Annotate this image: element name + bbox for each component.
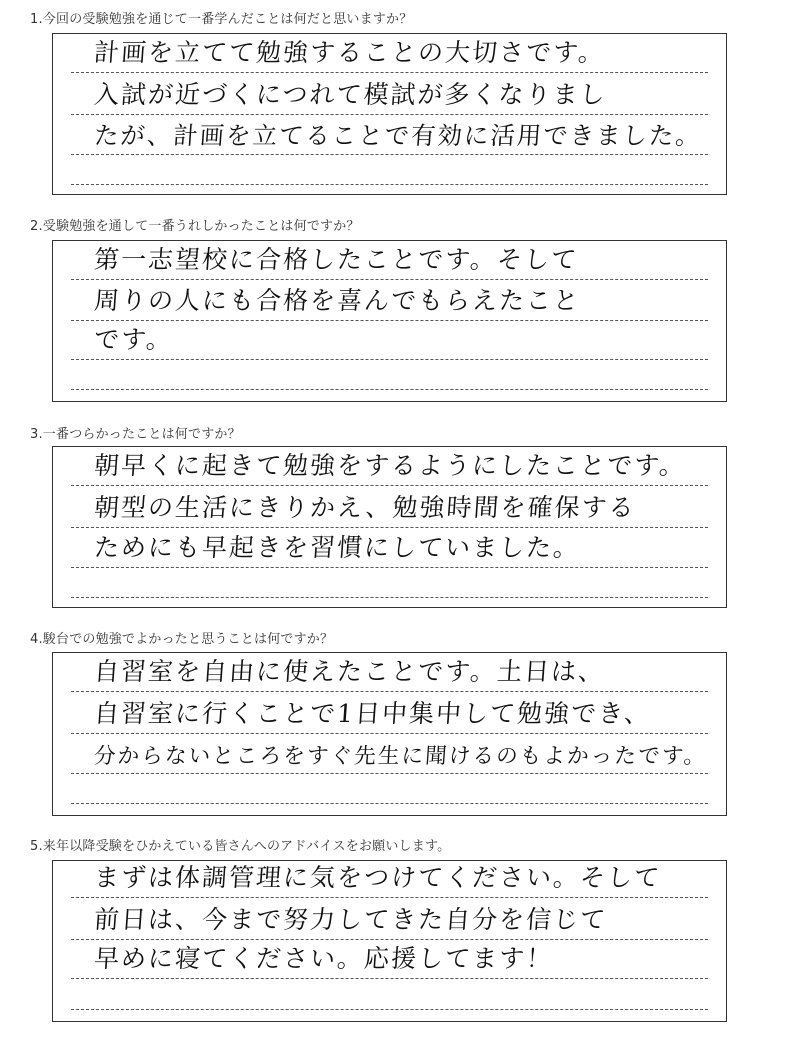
answer-line [71,245,708,280]
answer-line [71,451,708,486]
answer-box-2 [52,240,727,402]
answer-text: まずは体調管理に気をつけてください。そして [93,863,663,892]
answer-box-4 [52,652,727,816]
answer-line [71,38,708,73]
answer-box-5 [52,860,727,1022]
answer-text: ためにも早起きを習慣にしていました。 [93,533,582,562]
question-3-label: 3.一番つらかったことは何ですか？ [30,427,241,442]
answer-text: 周りの人にも合格を喜んでもらえたこと [93,286,582,315]
question-1-label: 1.今回の受験勉強を通じて一番学んだことは何だと思いますか？ [30,12,413,27]
answer-text: 朝早くに起きて勉強をするようにしたことです。 [93,451,688,480]
answer-text: 早めに寝てください。応援してます！ [93,944,555,973]
answer-line [71,597,708,598]
answer-line [71,389,708,390]
answer-line [71,533,708,568]
answer-line [71,80,708,115]
answer-line [71,325,708,360]
answer-line [71,699,708,734]
answer-line [71,184,708,185]
question-2-label: 2.受験勉強を通して一番うれしかったことは何ですか？ [30,219,360,234]
answer-text: たが、計画を立てることで有効に活用できました。 [93,121,703,150]
answer-line [71,803,708,804]
question-4-label: 4.駿台での勉強でよかったと思うことは何ですか？ [30,632,334,647]
answer-box-1 [52,33,727,195]
answer-text: 第一志望校に合格したことです。そして [93,245,580,274]
answer-text: 分からないところをすぐ先生に聞けるのもよかったです。 [93,744,709,769]
question-5-label: 5.来年以降受験をひかえている皆さんへのアドバイスをお願いします。 [30,839,451,854]
answer-line [71,944,708,979]
answer-line [71,657,708,692]
answer-text: 前日は、今まで努力してきた自分を信じて [93,905,609,934]
answer-text: です。 [93,325,175,354]
answer-text: 入試が近づくにつれて模試が多くなりまし [93,80,608,109]
answer-line [71,121,708,155]
answer-text: 自習室に行くことで1日中集中して勉強でき、 [93,699,653,728]
answer-line [71,744,709,774]
answer-text: 計画を立てて勉強することの大切さです。 [93,38,607,67]
answer-text: 自習室を自由に使えたことです。土日は、 [93,657,607,686]
answer-line [71,1009,708,1010]
answer-line [71,863,708,898]
answer-box-3 [52,446,727,608]
answer-text: 朝型の生活にきりかえ、勉強時間を確保する [93,493,637,522]
